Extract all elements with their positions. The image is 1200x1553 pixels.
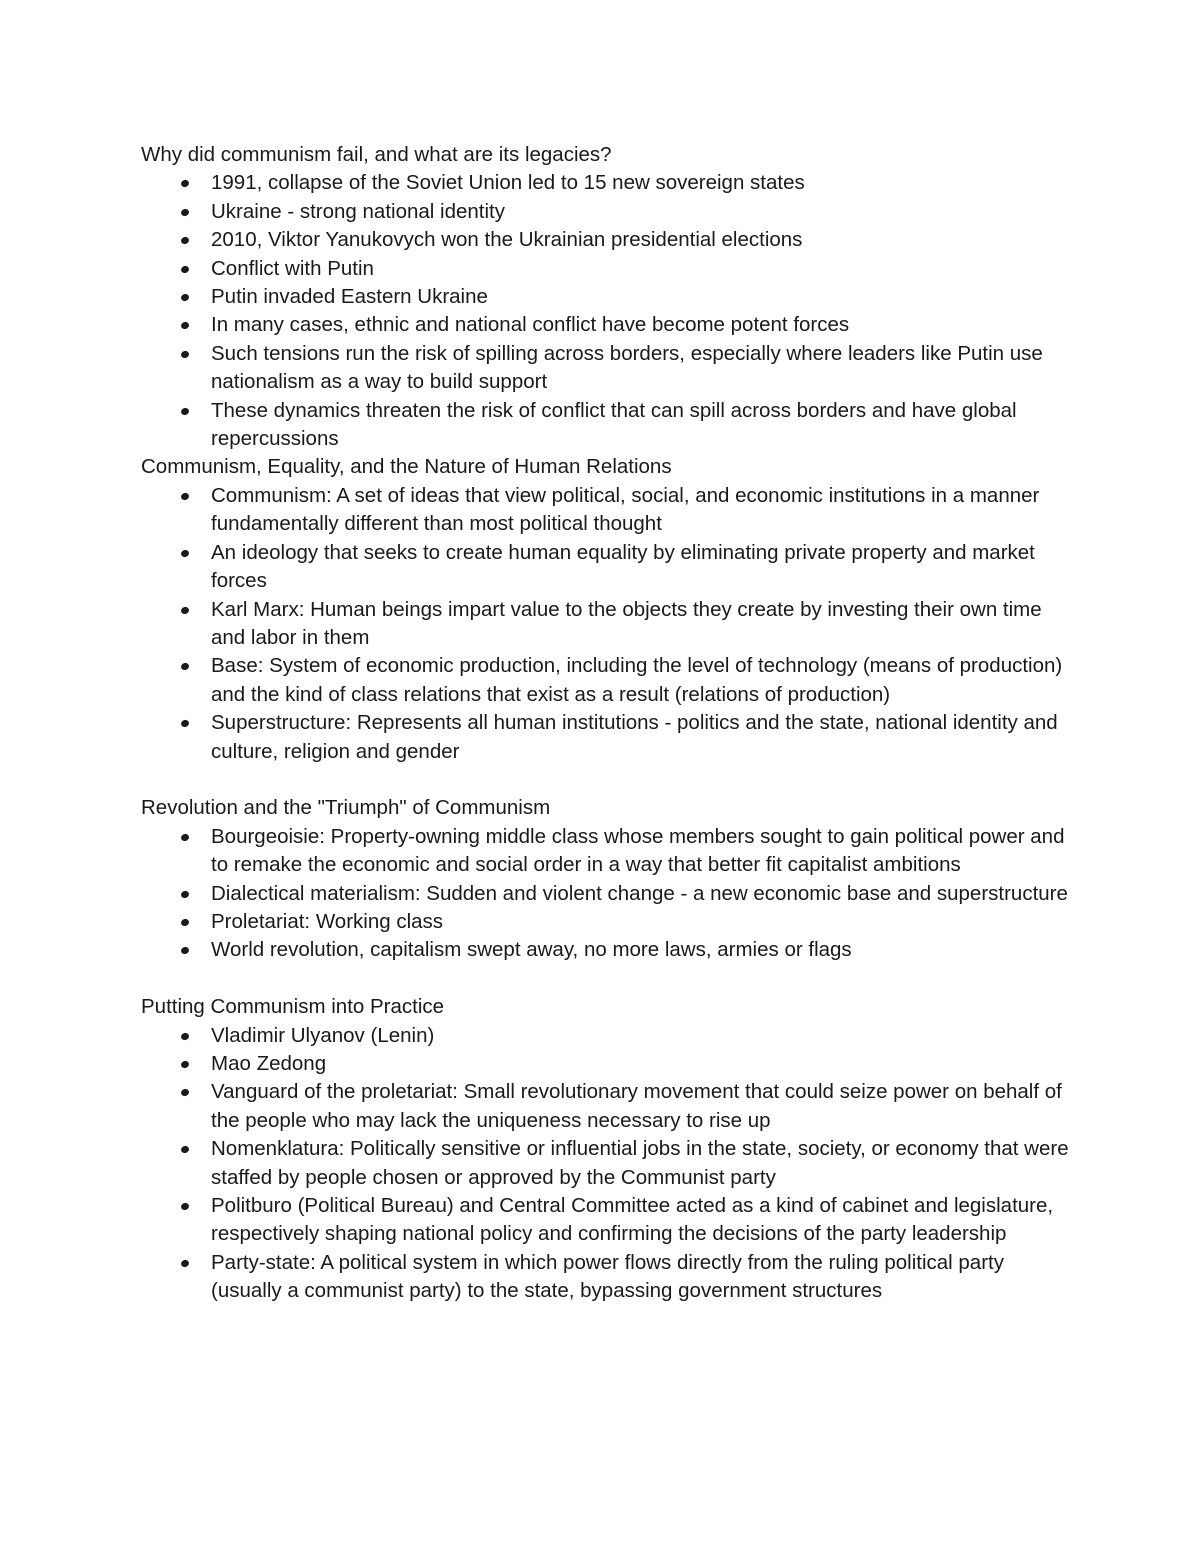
section-practice: [141, 993, 1071, 1305]
list-item: In many cases, ethnic and national conflict have become potent forces: [211, 311, 1071, 339]
list-item: Ukraine - strong national identity: [211, 198, 1071, 226]
list-item: Bourgeoisie: Property-owning middle class whose members sought to gain political power and to remake the economic and social order in a way that better fit capitalist ambitions: [211, 823, 1071, 880]
list-item: Dialectical materialism: Sudden and violent change - a new economic base and superstructure: [211, 880, 1071, 908]
list-item: Communism: A set of ideas that view political, social, and economic institutions in a manner fundamentally different than most political thought: [211, 482, 1071, 539]
list-item: Nomenklatura: Politically sensitive or influential jobs in the state, society, or economy that were staffed by people chosen or approved by the Communist party: [211, 1135, 1071, 1192]
bullet-icon: [180, 264, 190, 273]
bullet-icon: [180, 719, 190, 728]
list-item: These dynamics threaten the risk of conflict that can spill across borders and have global repercussions: [211, 397, 1071, 454]
section-heading: Revolution and the "Triumph" of Communism: [141, 796, 551, 820]
list-item: 1991, collapse of the Soviet Union led to 15 new sovereign states: [211, 169, 1071, 197]
section-communism-equality: [141, 453, 1071, 765]
bullet-icon: [180, 1031, 190, 1040]
section-heading: Why did communism fail, and what are its legacies?: [141, 143, 612, 166]
section-heading: Putting Communism into Practice: [141, 995, 445, 1019]
bullet-icon: [180, 662, 190, 671]
list-item: 2010, Viktor Yanukovych won the Ukrainian presidential elections: [211, 226, 1071, 254]
bullet-icon: [180, 1088, 190, 1097]
list-item: Putin invaded Eastern Ukraine: [211, 283, 1071, 311]
document-page: [141, 141, 1071, 1306]
bullet-list: [141, 1022, 1071, 1306]
list-item: Proletariat: Working class: [211, 908, 1071, 936]
bullet-icon: [180, 833, 190, 842]
bullet-icon: [180, 293, 190, 302]
section-heading: Communism, Equality, and the Nature of Human Relations: [141, 455, 672, 479]
bullet-icon: [180, 492, 190, 501]
bullet-icon: [180, 321, 190, 330]
list-item: World revolution, capitalism swept away, no more laws, armies or flags: [211, 936, 1071, 964]
list-item: An ideology that seeks to create human equality by eliminating private property and market forces: [211, 539, 1071, 596]
bullet-icon: [180, 179, 190, 188]
list-item: Superstructure: Represents all human institutions - politics and the state, national identity and culture, religion and gender: [211, 709, 1071, 766]
bullet-icon: [180, 350, 190, 359]
list-item: Party-state: A political system in which power flows directly from the ruling political party (usually a communist party) to the state, bypassing government structures: [211, 1249, 1071, 1306]
list-item: Such tensions run the risk of spilling across borders, especially where leaders like Putin use nationalism as a way to build support: [211, 340, 1071, 397]
bullet-icon: [180, 208, 190, 217]
bullet-icon: [180, 236, 190, 245]
bullet-icon: [180, 549, 190, 558]
list-item: Base: System of economic production, including the level of technology (means of production) and the kind of class relations that exist as a result (relations of production): [211, 652, 1071, 709]
bullet-icon: [180, 1259, 190, 1268]
list-item: Politburo (Political Bureau) and Central Committee acted as a kind of cabinet and legislature, respectively shaping national policy and confirming the decisions of the party leadership: [211, 1192, 1071, 1249]
bullet-list: [141, 169, 1071, 453]
list-item: Conflict with Putin: [211, 255, 1071, 283]
list-item: Vladimir Ulyanov (Lenin): [211, 1022, 1071, 1050]
bullet-icon: [180, 1145, 190, 1154]
blank-line: [141, 766, 1071, 794]
list-item: Karl Marx: Human beings impart value to the objects they create by investing their own time and labor in them: [211, 596, 1071, 653]
bullet-icon: [180, 889, 190, 898]
blank-line: [141, 965, 1071, 993]
bullet-icon: [180, 605, 190, 614]
bullet-icon: [180, 1060, 190, 1069]
list-item: Mao Zedong: [211, 1050, 1071, 1078]
bullet-list: [141, 482, 1071, 766]
bullet-icon: [180, 1202, 190, 1211]
section-revolution: [141, 794, 1071, 964]
list-item: Vanguard of the proletariat: Small revolutionary movement that could seize power on behalf of the people who may lack the uniqueness necessary to rise up: [211, 1078, 1071, 1135]
bullet-icon: [180, 918, 190, 927]
bullet-list: [141, 823, 1071, 965]
bullet-icon: [180, 406, 190, 415]
bullet-icon: [180, 946, 190, 955]
section-communism-fail: [141, 141, 1071, 453]
